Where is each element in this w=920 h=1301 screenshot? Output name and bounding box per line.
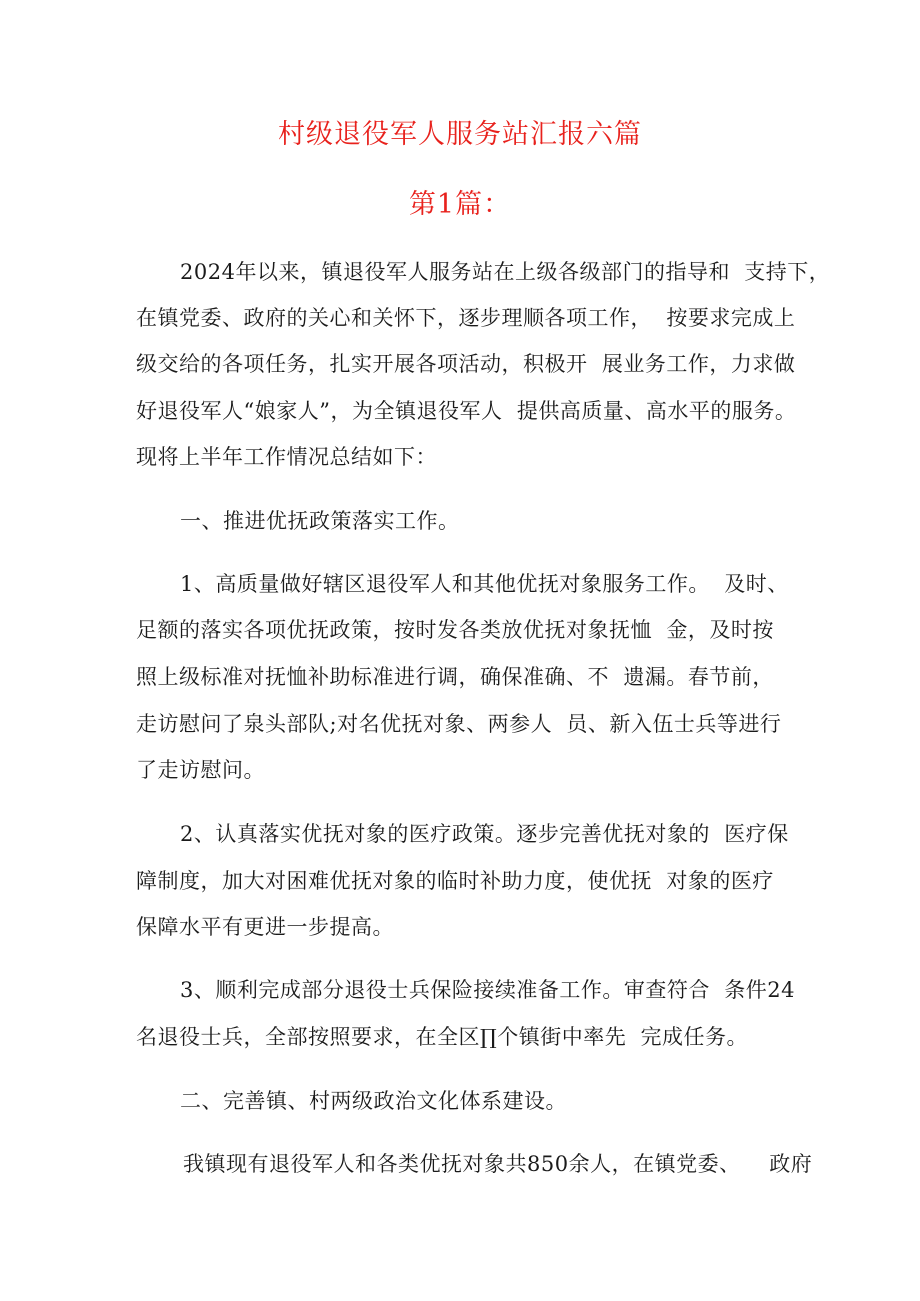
paragraph-line: 保障水平有更进一步提高。 (136, 915, 394, 939)
paragraph-line: 足额的落实各项优抚政策，按时发各类放优抚对象抚恤 金，及时按 (136, 618, 774, 642)
paragraph-line: 在镇党委、政府的关心和关怀下，逐步理顺各项工作， 按要求完成上 (136, 306, 796, 330)
paragraph-line: 障制度，加大对困难优抚对象的临时补助力度，使优抚 对象的医疗 (136, 869, 774, 893)
document-title: 村级退役军人服务站汇报六篇 (278, 119, 642, 150)
paragraph-line: 1、高质量做好辖区退役军人和其他优抚对象服务工作。 及时、 (180, 572, 789, 596)
paragraph-line: 了走访慰问。 (136, 758, 265, 782)
section-heading: 一、推进优抚政策落实工作。 (180, 509, 460, 533)
paragraph-line: 我镇现有退役军人和各类优抚对象共850余人，在镇党委、 政府 (183, 1152, 813, 1176)
paragraph-line: 名退役士兵，全部按照要求，在全区∏个镇街中率先 完成任务。 (136, 1025, 749, 1049)
paragraph-line: 2024年以来，镇退役军人服务站在上级各级部门的指导和 支持下， (180, 260, 831, 284)
paragraph-line: 照上级标准对抚恤补助标准进行调，确保准确、不 遗漏。春节前， (136, 665, 774, 689)
paragraph-line: 2、认真落实优抚对象的医疗政策。逐步完善优抚对象的 医疗保 (180, 822, 789, 846)
paragraph-line: 好退役军人“娘家人”，为全镇退役军人 提供高质量、高水平的服务。 (136, 399, 797, 423)
section-heading: 二、完善镇、村两级政治文化体系建设。 (180, 1089, 567, 1113)
paragraph-line: 走访慰问了泉头部队;对名优抚对象、两参人 员、新入伍士兵等进行 (136, 712, 782, 736)
document-subtitle: 第1篇： (408, 189, 512, 220)
paragraph-line: 现将上半年工作情况总结如下： (136, 445, 437, 469)
paragraph-line: 3、顺利完成部分退役士兵保险接续准备工作。审查符合 条件24 (180, 978, 795, 1002)
paragraph-line: 级交给的各项任务，扎实开展各项活动，积极开 展业务工作，力求做 (136, 352, 796, 376)
